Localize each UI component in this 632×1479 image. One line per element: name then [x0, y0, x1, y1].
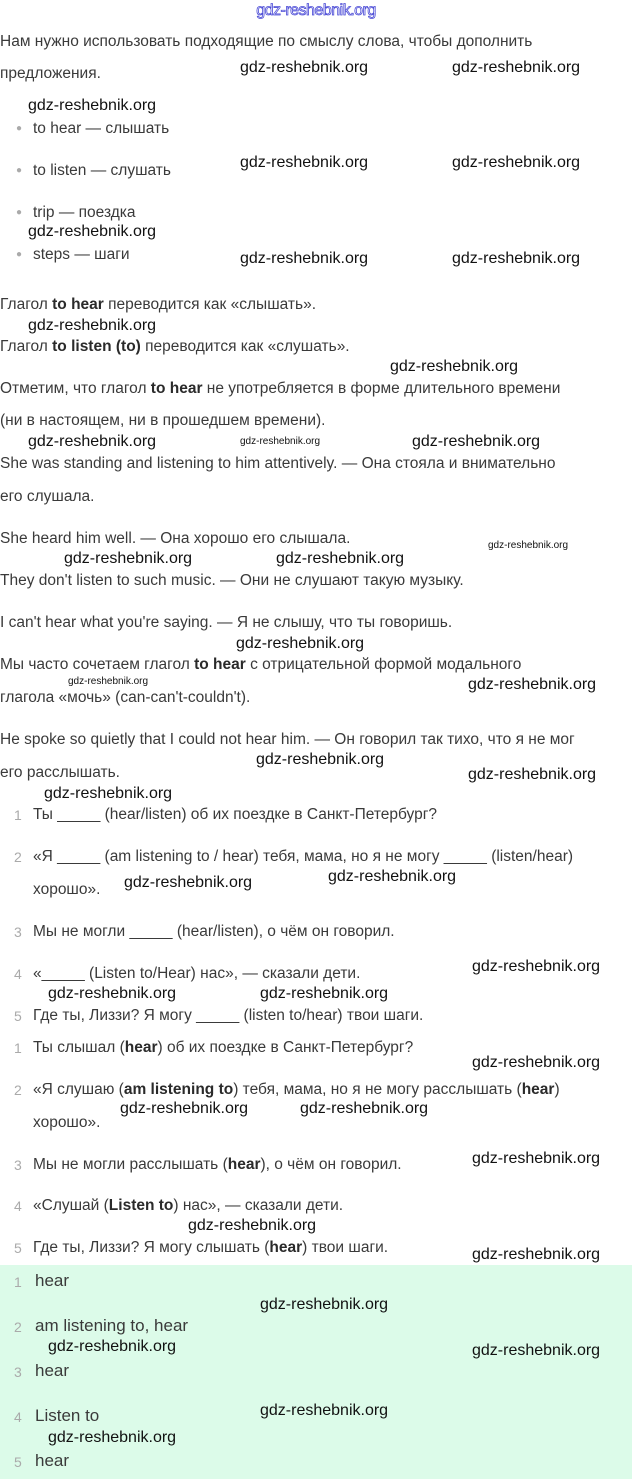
text: не употребляется в форме длительного времени: [202, 380, 561, 397]
bold-term: hear: [521, 1081, 555, 1098]
task-item: хорошо».: [33, 881, 101, 898]
answer-item: hear: [35, 1451, 70, 1470]
item-number: 5: [14, 1454, 22, 1470]
item-number: 3: [14, 924, 22, 940]
explanation: [0, 337, 350, 357]
watermark: gdz-reshebnik.org: [28, 433, 157, 450]
item-number: 2: [14, 849, 22, 865]
watermark: gdz-reshebnik.org: [472, 1150, 601, 1167]
item-number: 1: [14, 1040, 22, 1056]
text: Ты слышал (: [33, 1039, 125, 1056]
watermark: gdz-reshebnik.org: [452, 59, 581, 76]
item-number: 4: [14, 966, 22, 982]
text: Отметим, что глагол: [0, 380, 151, 397]
vocab-item: to hear — слышать: [33, 120, 170, 137]
example: He spoke so quietly that I could not hear him. — Он говорил так тихо, что я не мог: [0, 731, 575, 748]
watermark: gdz-reshebnik.org: [390, 358, 519, 375]
watermark: gdz-reshebnik.org: [240, 59, 369, 76]
text: с отрицательной формой модального: [245, 656, 522, 673]
watermark: gdz-reshebnik.org: [300, 1100, 429, 1117]
answer-item: am listening to, hear: [35, 1316, 189, 1335]
example: I can't hear what you're saying. — Я не слышу, что ты говоришь.: [0, 614, 453, 631]
watermark: gdz-reshebnik.org: [240, 436, 321, 447]
watermark: gdz-reshebnik.org: [240, 250, 369, 267]
watermark: gdz-reshebnik.org: [472, 1342, 601, 1359]
bold-term: to hear: [150, 380, 203, 397]
watermark: gdz-reshebnik.org: [452, 154, 581, 171]
solution-item: [33, 1038, 413, 1058]
bold-term: hear: [269, 1239, 303, 1256]
watermark: gdz-reshebnik.org: [256, 751, 385, 768]
text: Глагол: [0, 296, 53, 313]
watermark: gdz-reshebnik.org: [28, 97, 157, 114]
text: ) тебя, мама, но я не могу расслышать (: [233, 1081, 522, 1098]
watermark: gdz-reshebnik.org: [240, 154, 369, 171]
item-number: 2: [14, 1082, 22, 1098]
watermark: gdz-reshebnik.org: [452, 250, 581, 267]
watermark: gdz-reshebnik.org: [124, 874, 253, 891]
solution-item: [33, 1080, 560, 1100]
watermark: gdz-reshebnik.org: [68, 676, 149, 687]
watermark: gdz-reshebnik.org: [260, 1296, 389, 1313]
text: переводится как «слушать».: [140, 338, 350, 355]
text: ) нас», — сказали дети.: [173, 1197, 344, 1214]
text: Мы не могли расслышать (: [33, 1156, 228, 1173]
text: Мы часто сочетаем глагол: [0, 656, 195, 673]
item-number: 1: [14, 807, 22, 823]
text: «Я слушаю (: [33, 1081, 124, 1098]
text: переводится как «слышать».: [103, 296, 317, 313]
watermark: gdz-reshebnik.org: [48, 1338, 177, 1355]
watermark: gdz-reshebnik.org: [468, 676, 597, 693]
watermark: gdz-reshebnik.org: [276, 550, 405, 567]
item-number: 3: [14, 1157, 22, 1173]
vocab-item: steps — шаги: [33, 246, 130, 263]
task-item: Мы не могли _____ (hear/listen), о чём он говорил.: [33, 923, 395, 940]
text: ): [554, 1081, 560, 1098]
watermark: gdz-reshebnik.org: [468, 766, 597, 783]
watermark: gdz-reshebnik.org: [328, 868, 457, 885]
explanation: [0, 295, 316, 315]
explanation: [0, 379, 560, 399]
watermark: gdz-reshebnik.org: [472, 1246, 601, 1263]
watermark: gdz-reshebnik.org: [260, 985, 389, 1002]
vocab-item: trip — поездка: [33, 204, 136, 221]
bold-term: hear: [124, 1039, 158, 1056]
item-number: 5: [14, 1008, 22, 1024]
item-number: 3: [14, 1364, 22, 1380]
bold-term: hear: [227, 1156, 261, 1173]
bullet-icon: ●: [16, 207, 23, 218]
task-item: Где ты, Лиззи? Я могу _____ (listen to/hear) твои шаги.: [33, 1007, 424, 1024]
watermark: gdz-reshebnik.org: [48, 985, 177, 1002]
intro-line: предложения.: [0, 65, 101, 82]
task-item: «Я _____ (am listening to / hear) тебя, мама, но я не могу _____ (listen/hear): [33, 848, 574, 865]
watermark: gdz-reshebnik.org: [120, 1100, 249, 1117]
text: «Слушай (: [33, 1197, 109, 1214]
watermark: gdz-reshebnik.org: [412, 433, 541, 450]
intro-line: Нам нужно использовать подходящие по смыслу слова, чтобы дополнить: [0, 33, 533, 50]
task-item: Ты _____ (hear/listen) об их поездке в Санкт-Петербург?: [33, 806, 438, 823]
watermark: gdz-reshebnik.org: [44, 785, 173, 802]
item-number: 1: [14, 1274, 22, 1290]
task-item: «_____ (Listen to/Hear) нас», — сказали дети.: [33, 965, 361, 982]
solution-item: [33, 1196, 343, 1216]
explanation: глагола «мочь» (can-can't-couldn't).: [0, 689, 251, 706]
watermark: gdz-reshebnik.org: [64, 550, 193, 567]
watermark: gdz-reshebnik.org: [188, 1217, 317, 1234]
text: ) твои шаги.: [302, 1239, 389, 1256]
watermark: gdz-reshebnik.org: [472, 1054, 601, 1071]
item-number: 2: [14, 1319, 22, 1335]
example: She heard him well. — Она хорошо его слышала.: [0, 530, 351, 547]
text: Глагол: [0, 338, 53, 355]
solution-item: [33, 1155, 402, 1175]
item-number: 4: [14, 1198, 22, 1214]
watermark: gdz-reshebnik.org: [488, 540, 569, 551]
bullet-icon: ●: [16, 165, 23, 176]
example: They don't listen to such music. — Они не слушают такую музыку.: [0, 572, 464, 589]
solution-item: хорошо».: [33, 1114, 101, 1131]
text: ), о чём он говорил.: [260, 1156, 402, 1173]
answer-item: hear: [35, 1271, 70, 1290]
watermark: gdz-reshebnik.org: [48, 1429, 177, 1446]
watermark: gdz-reshebnik.org: [260, 1402, 389, 1419]
example: его слушала.: [0, 488, 95, 505]
item-number: 4: [14, 1409, 22, 1425]
text: ) об их поездке в Санкт-Петербург?: [157, 1039, 414, 1056]
watermark: gdz-reshebnik.org: [28, 317, 157, 334]
bold-term: to hear: [52, 296, 104, 313]
explanation: (ни в настоящем, ни в прошедшем времени).: [0, 412, 326, 429]
watermark: gdz-reshebnik.org: [236, 635, 365, 652]
bullet-icon: ●: [16, 123, 23, 134]
vocab-item: to listen — слушать: [33, 162, 171, 179]
watermark: gdz-reshebnik.org: [28, 223, 157, 240]
bold-term: to listen (to): [52, 338, 141, 355]
text: Где ты, Лиззи? Я могу слышать (: [33, 1239, 270, 1256]
watermark: gdz-reshebnik.org: [472, 958, 601, 975]
answer-item: Listen to: [35, 1406, 100, 1425]
item-number: 5: [14, 1240, 22, 1256]
header-watermark: gdz-reshebnik.org: [256, 2, 376, 19]
bullet-icon: ●: [16, 249, 23, 260]
explanation: [0, 655, 521, 675]
answer-item: hear: [35, 1361, 70, 1380]
example: его расслышать.: [0, 764, 120, 781]
example: She was standing and listening to him attentively. — Она стояла и внимательно: [0, 455, 556, 472]
bold-term: to hear: [194, 656, 246, 673]
bold-term: am listening to: [123, 1081, 234, 1098]
bold-term: Listen to: [108, 1197, 174, 1214]
solution-item: [33, 1238, 388, 1258]
